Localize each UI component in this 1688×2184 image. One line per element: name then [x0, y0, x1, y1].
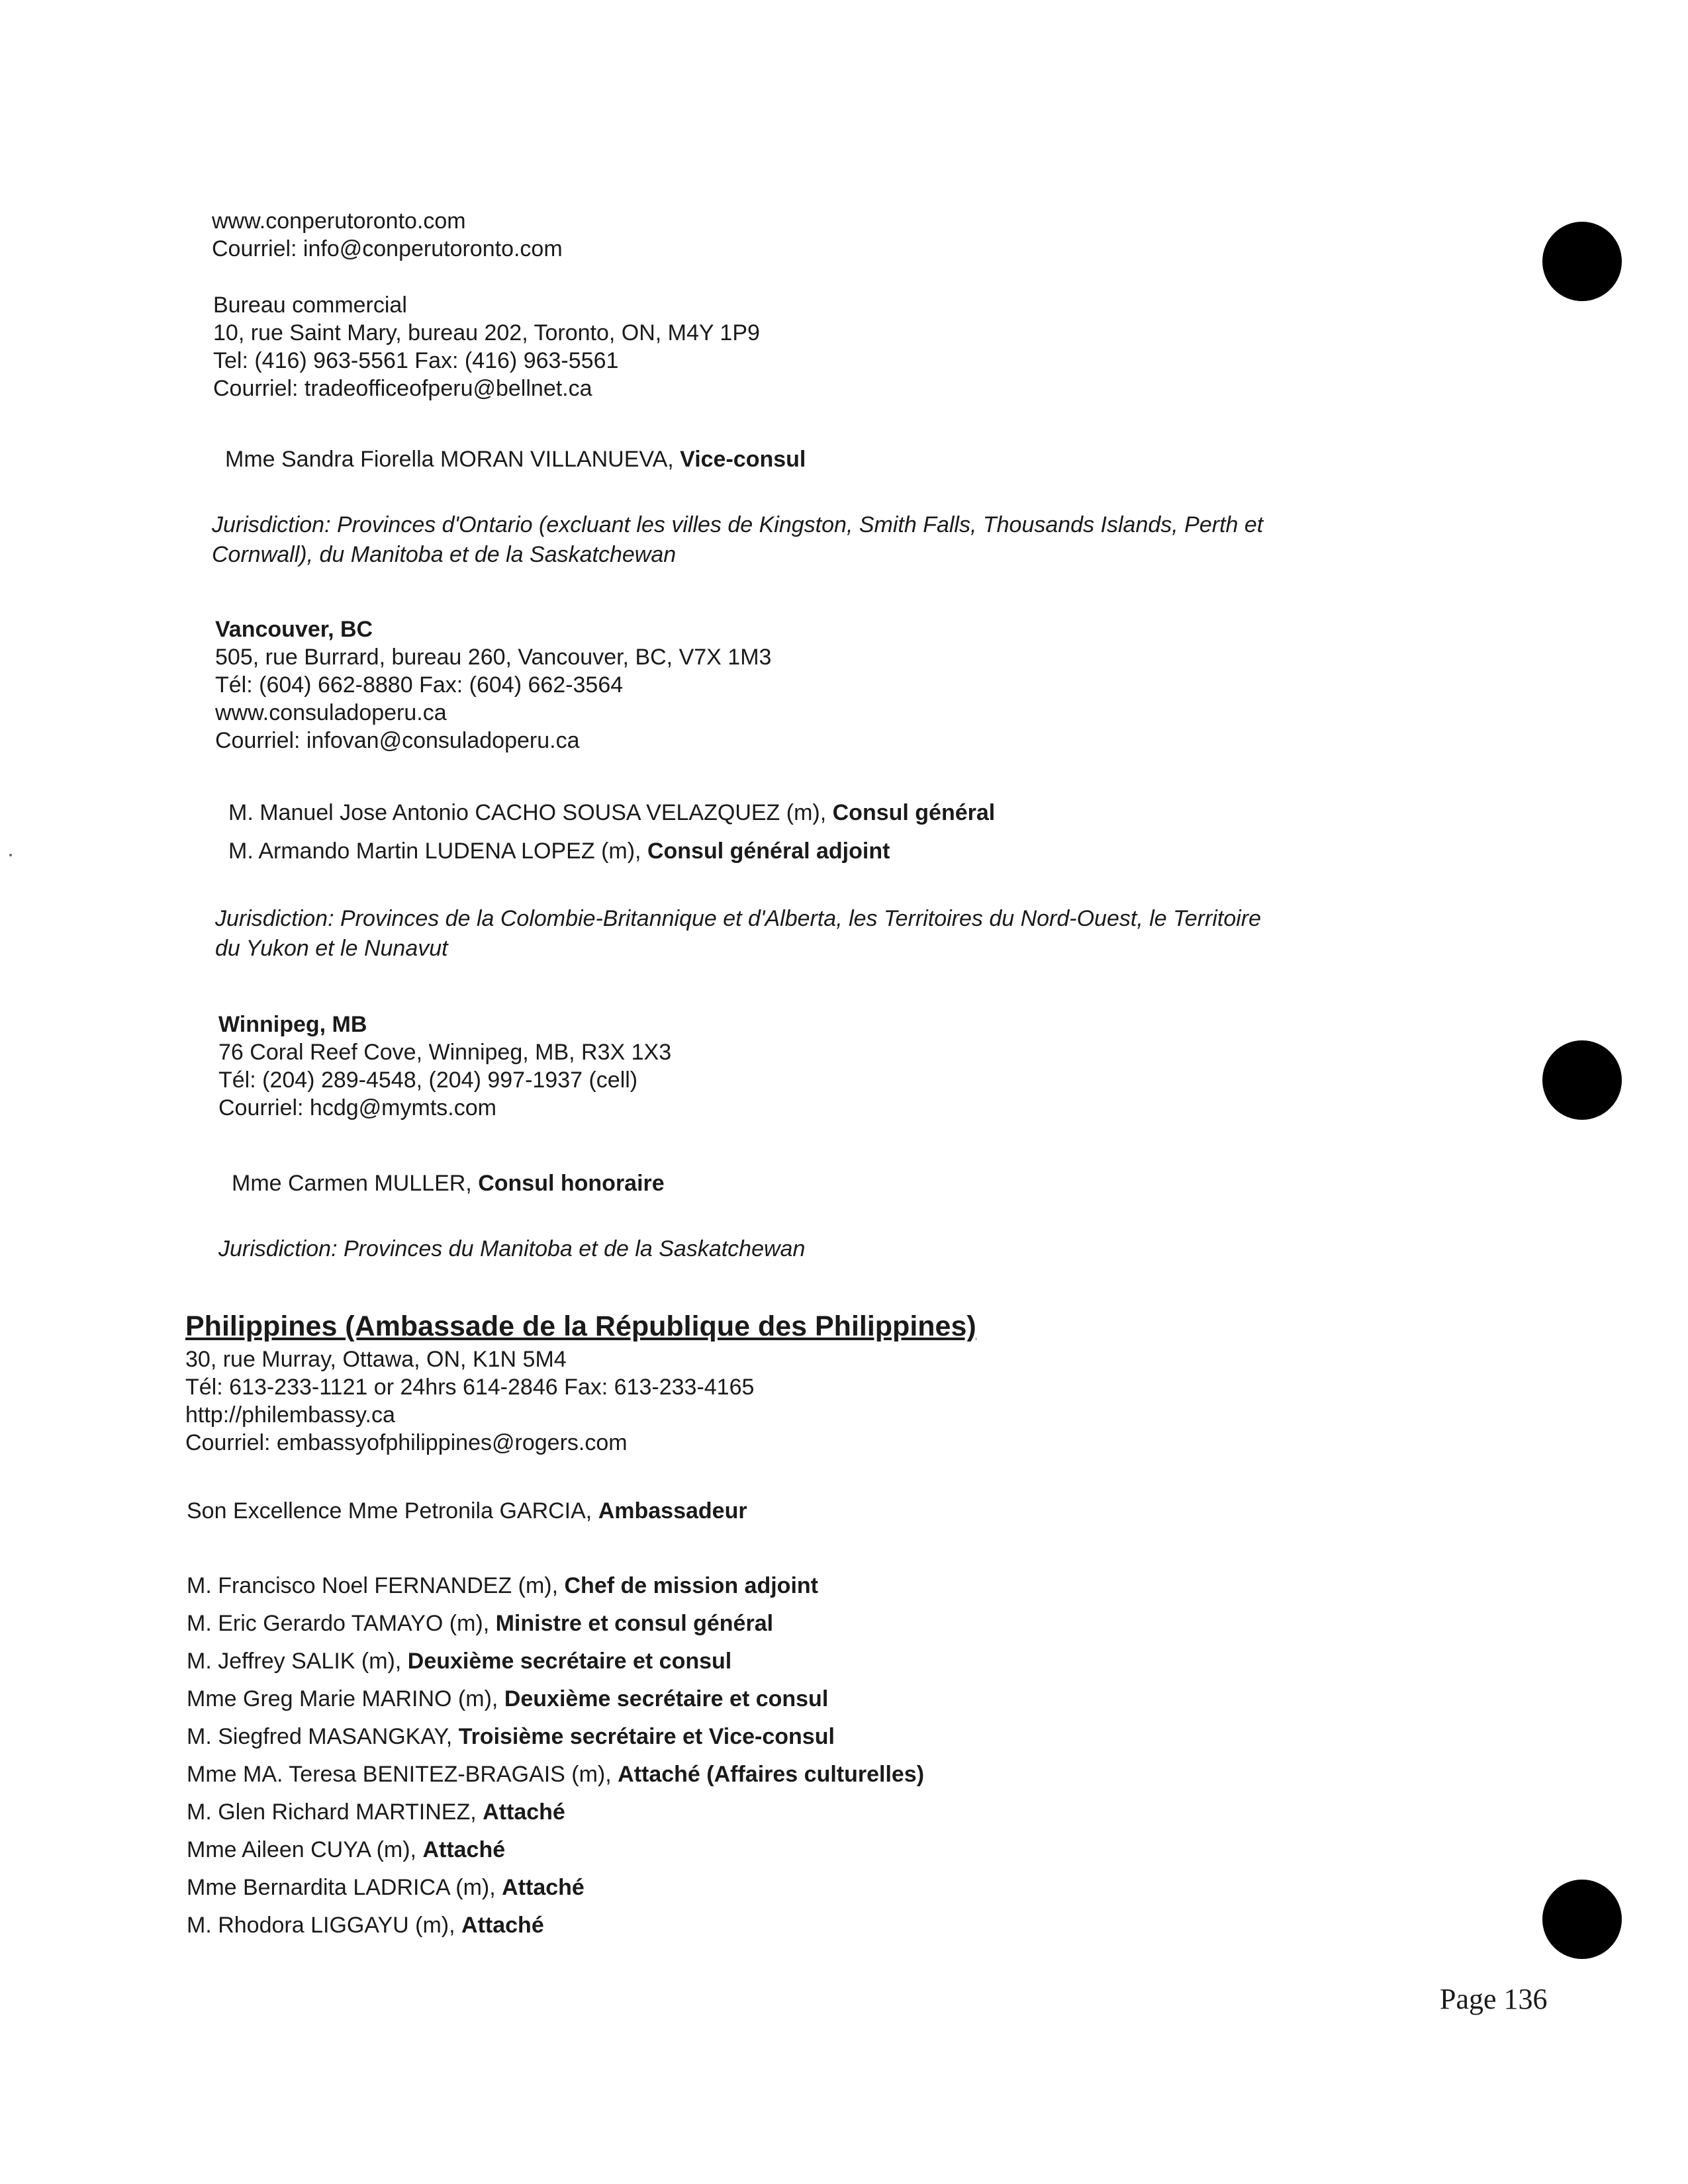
- vancouver-web: www.consuladoperu.ca: [215, 700, 447, 725]
- punch-hole-middle: [1542, 1040, 1622, 1120]
- person-name: Mme Greg Marie MARINO (m),: [187, 1686, 504, 1711]
- vice-consul-name: Mme Sandra Fiorella MORAN VILLANUEVA,: [225, 447, 680, 472]
- person-name: M. Jeffrey SALIK (m),: [187, 1649, 408, 1674]
- person-name: M. Eric Gerardo TAMAYO (m),: [187, 1611, 496, 1636]
- toronto-jurisdiction-line1: Jurisdiction: Provinces d'Ontario (excluant les villes de Kingston, Smith Falls, Thousands Islands, Perth et: [212, 512, 1264, 537]
- person-title: Attaché: [461, 1913, 544, 1938]
- winnipeg-city: Winnipeg, MB: [218, 1012, 367, 1037]
- staff-row: [187, 1836, 505, 1864]
- winnipeg-phone: Tél: (204) 289-4548, (204) 997-1937 (cell): [218, 1068, 638, 1093]
- person-name: Mme Carmen MULLER,: [232, 1171, 479, 1196]
- toronto-email: Courriel: info@conperutoronto.com: [212, 236, 563, 261]
- toronto-web: www.conperutoronto.com: [212, 208, 466, 234]
- staff-row: [187, 1685, 828, 1713]
- person-name: M. Siegfred MASANGKAY,: [187, 1724, 459, 1749]
- person-name: M. Manuel Jose Antonio CACHO SOUSA VELAZQUEZ (m),: [228, 800, 833, 825]
- person-title: Deuxième secrétaire et consul: [504, 1686, 829, 1711]
- philippines-heading: Philippines (Ambassade de la République des Philippines): [185, 1310, 976, 1342]
- staff-row: [187, 1760, 924, 1788]
- philippines-phone: Tél: 613-233-1121 or 24hrs 614-2846 Fax: 613-233-4165: [185, 1375, 755, 1400]
- vancouver-address: 505, rue Burrard, bureau 260, Vancouver, BC, V7X 1M3: [215, 645, 772, 670]
- page-number: Page 136: [1440, 1983, 1548, 2015]
- staff-row: [187, 1798, 565, 1826]
- person-name: Mme MA. Teresa BENITEZ-BRAGAIS (m),: [187, 1762, 618, 1787]
- person-title: Ambassadeur: [598, 1498, 747, 1524]
- philippines-web: http://philembassy.ca: [185, 1402, 395, 1428]
- vancouver-jurisdiction-line1: Jurisdiction: Provinces de la Colombie-Britannique et d'Alberta, les Territoires du Nord-Ouest, le Territoire: [215, 906, 1262, 931]
- punch-hole-bottom: [1542, 1880, 1622, 1959]
- staff-row: [187, 1610, 773, 1637]
- winnipeg-address: 76 Coral Reef Cove, Winnipeg, MB, R3X 1X3: [218, 1040, 672, 1065]
- person-title: Deuxième secrétaire et consul: [407, 1649, 732, 1674]
- person-title: Consul général: [832, 800, 996, 825]
- winnipeg-jurisdiction: Jurisdiction: Provinces du Manitoba et de la Saskatchewan: [218, 1236, 806, 1261]
- vancouver-phone: Tél: (604) 662-8880 Fax: (604) 662-3564: [215, 672, 624, 698]
- bureau-email: Courriel: tradeofficeofperu@bellnet.ca: [213, 376, 592, 401]
- person-name: M. Rhodora LIGGAYU (m),: [187, 1913, 462, 1938]
- vancouver-person-2: [228, 837, 890, 865]
- vancouver-person-1: [228, 799, 995, 827]
- person-name: Mme Aileen CUYA (m),: [187, 1837, 423, 1862]
- vice-consul-title: Vice-consul: [680, 447, 806, 472]
- staff-row: [187, 1647, 731, 1675]
- person-title: Chef de mission adjoint: [564, 1573, 818, 1598]
- person-title: Consul honoraire: [478, 1171, 665, 1196]
- person-name: M. Francisco Noel FERNANDEZ (m),: [187, 1573, 565, 1598]
- vancouver-city: Vancouver, BC: [215, 617, 373, 642]
- bureau-address: 10, rue Saint Mary, bureau 202, Toronto, ON, M4Y 1P9: [213, 320, 760, 345]
- staff-row: [187, 1911, 544, 1939]
- punch-hole-top: [1542, 222, 1622, 301]
- person-title: Attaché: [483, 1799, 565, 1825]
- winnipeg-person: [232, 1169, 665, 1197]
- person-title: Consul général adjoint: [647, 839, 890, 864]
- vice-consul-entry: [225, 445, 806, 473]
- philippines-email: Courriel: embassyofphilippines@rogers.com: [185, 1430, 628, 1455]
- person-title: Ministre et consul général: [495, 1611, 774, 1636]
- person-title: Attaché: [422, 1837, 506, 1862]
- person-title: Attaché (Affaires culturelles): [618, 1762, 925, 1787]
- vancouver-email: Courriel: infovan@consuladoperu.ca: [215, 728, 580, 753]
- staff-row: [187, 1874, 585, 1901]
- person-name: Mme Bernardita LADRICA (m),: [187, 1875, 502, 1900]
- staff-row: [187, 1723, 835, 1751]
- philippines-ambassador: [187, 1497, 747, 1525]
- toronto-jurisdiction-line2: Cornwall), du Manitoba et de la Saskatchewan: [212, 542, 677, 567]
- bureau-phone: Tel: (416) 963-5561 Fax: (416) 963-5561: [213, 348, 619, 373]
- person-title: Attaché: [502, 1875, 585, 1900]
- scan-speck: [9, 854, 12, 856]
- staff-row: [187, 1572, 818, 1600]
- person-name: M. Armando Martin LUDENA LOPEZ (m),: [228, 839, 647, 864]
- vancouver-jurisdiction-line2: du Yukon et le Nunavut: [215, 936, 448, 961]
- philippines-address: 30, rue Murray, Ottawa, ON, K1N 5M4: [185, 1347, 567, 1372]
- person-name: M. Glen Richard MARTINEZ,: [187, 1799, 483, 1825]
- winnipeg-email: Courriel: hcdg@mymts.com: [218, 1095, 496, 1120]
- person-title: Troisième secrétaire et Vice-consul: [458, 1724, 835, 1749]
- person-name: Son Excellence Mme Petronila GARCIA,: [187, 1498, 598, 1524]
- bureau-title: Bureau commercial: [213, 293, 407, 318]
